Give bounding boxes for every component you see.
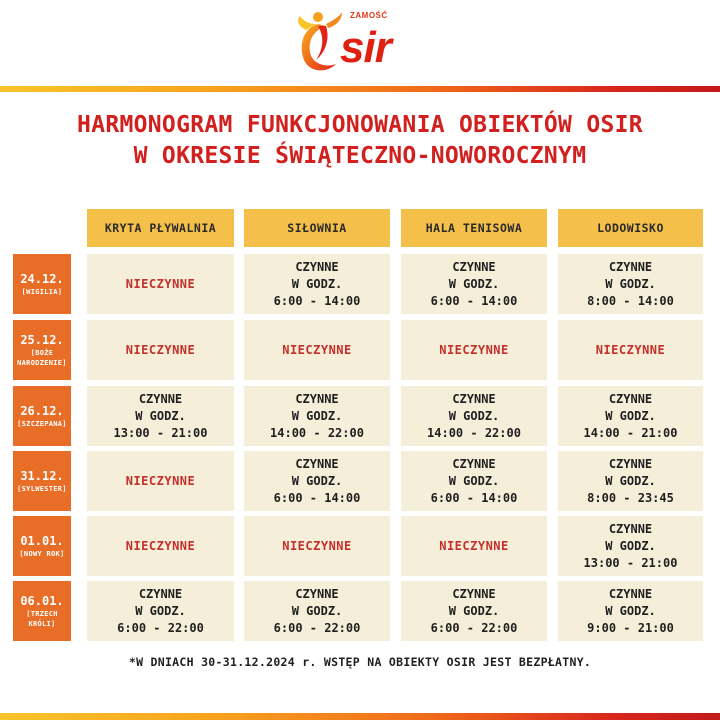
- schedule-cell: [244, 516, 390, 576]
- hours-prefix: W GODZ.: [448, 603, 500, 618]
- closed-label: NIECZYNNE: [282, 539, 352, 553]
- open-hours: [274, 586, 361, 637]
- schedule-cell: [87, 254, 234, 314]
- schedule-cell: [401, 451, 547, 511]
- hours-range: 13:00 - 21:00: [113, 425, 208, 440]
- hours-range: 8:00 - 14:00: [587, 293, 674, 308]
- hours-prefix: W GODZ.: [135, 408, 186, 423]
- hours-prefix: W GODZ.: [135, 603, 186, 618]
- bottom-gradient-stripe: [0, 713, 720, 720]
- schedule-cell: [244, 320, 390, 380]
- row-header-24-12: [13, 254, 71, 314]
- page-title: [0, 110, 720, 172]
- hours-prefix: W GODZ.: [448, 276, 500, 291]
- hours-range: 6:00 - 22:00: [430, 620, 518, 635]
- closed-label: NIECZYNNE: [125, 343, 196, 357]
- closed-label: NIECZYNNE: [439, 343, 509, 357]
- hours-prefix: W GODZ.: [448, 408, 500, 423]
- hours-prefix: W GODZ.: [291, 276, 343, 291]
- schedule-cell: [87, 516, 234, 576]
- hours-prefix: W GODZ.: [291, 473, 343, 488]
- hours-prefix: W GODZ.: [605, 603, 656, 618]
- open-status: CZYNNE: [452, 586, 496, 601]
- closed-label: NIECZYNNE: [595, 343, 666, 357]
- row-date: 31.12.: [20, 468, 64, 483]
- open-hours: [431, 456, 518, 507]
- schedule-cell: [244, 451, 390, 511]
- open-hours: [117, 586, 204, 637]
- schedule-cell: [244, 581, 390, 641]
- title-line-1: HARMONOGRAM FUNKCJONOWANIA OBIEKTÓW OSIR: [77, 112, 643, 138]
- hours-range: 14:00 - 21:00: [583, 425, 678, 440]
- closed-label: NIECZYNNE: [125, 474, 196, 488]
- hours-range: 14:00 - 22:00: [270, 425, 364, 440]
- column-header-silownia: SIŁOWNIA: [244, 209, 390, 247]
- open-hours: [270, 391, 364, 442]
- hours-prefix: W GODZ.: [605, 276, 656, 291]
- schedule-cell: [244, 254, 390, 314]
- row-date: 01.01.: [20, 533, 64, 548]
- closed-label: NIECZYNNE: [125, 539, 196, 553]
- open-hours: [584, 391, 678, 442]
- open-status: CZYNNE: [608, 586, 653, 601]
- open-hours: [427, 391, 521, 442]
- row-header-01-01: [13, 516, 71, 576]
- schedule-cell: [401, 581, 547, 641]
- open-hours: [431, 259, 518, 310]
- row-holiday: [TRZECH: [26, 609, 58, 618]
- hours-range: 6:00 - 14:00: [273, 490, 361, 505]
- top-gradient-stripe: [0, 86, 720, 92]
- schedule-cell: [87, 386, 234, 446]
- open-hours: [274, 456, 361, 507]
- free-entry-footnote: *W DNIACH 30-31.12.2024 r. WSTĘP NA OBIEKTY OSIR JEST BEZPŁATNY.: [128, 655, 592, 669]
- hours-prefix: W GODZ.: [291, 603, 343, 618]
- hours-prefix: W GODZ.: [448, 473, 500, 488]
- schedule-cell: [244, 386, 390, 446]
- open-status: CZYNNE: [295, 391, 339, 406]
- column-header-kryta-plywalnia: KRYTA PŁYWALNIA: [87, 209, 234, 247]
- schedule-cell: [401, 320, 547, 380]
- open-status: CZYNNE: [452, 259, 496, 274]
- hours-range: 6:00 - 14:00: [430, 293, 518, 308]
- column-header-hala-tenisowa: HALA TENISOWA: [401, 209, 547, 247]
- row-header-31-12: [13, 451, 71, 511]
- hours-prefix: W GODZ.: [605, 473, 656, 488]
- row-date: 26.12.: [20, 403, 64, 418]
- schedule-cell: [87, 451, 234, 511]
- row-holiday: [SYLWESTER]: [17, 484, 67, 493]
- row-header-25-12: [13, 320, 71, 380]
- osir-logo: [296, 8, 426, 76]
- open-status: CZYNNE: [608, 521, 653, 536]
- hours-prefix: W GODZ.: [605, 408, 656, 423]
- logo-brand-text: sir: [340, 23, 391, 72]
- closed-label: NIECZYNNE: [125, 277, 196, 291]
- row-holiday: [WIGILIA]: [21, 287, 63, 296]
- schedule-cell: [87, 320, 234, 380]
- column-header-lodowisko: LODOWISKO: [558, 209, 703, 247]
- logo-town-text: ZAMOŚĆ: [350, 11, 388, 20]
- open-status: CZYNNE: [608, 391, 653, 406]
- open-status: CZYNNE: [608, 259, 653, 274]
- schedule-cell: [87, 581, 234, 641]
- open-status: CZYNNE: [295, 259, 339, 274]
- open-status: CZYNNE: [295, 586, 339, 601]
- schedule-cell: [558, 516, 703, 576]
- schedule-cell: [558, 451, 703, 511]
- hours-range: 8:00 - 23:45: [587, 490, 674, 505]
- schedule-cell: [401, 516, 547, 576]
- row-header-26-12: [13, 386, 71, 446]
- hours-range: 6:00 - 14:00: [273, 293, 361, 308]
- row-holiday: [SZCZEPANA]: [17, 419, 67, 428]
- open-status: CZYNNE: [452, 391, 496, 406]
- schedule-cell: [558, 320, 703, 380]
- open-hours: [587, 259, 674, 310]
- open-status: CZYNNE: [452, 456, 496, 471]
- open-hours: [431, 586, 518, 637]
- open-status: CZYNNE: [138, 586, 183, 601]
- row-holiday: [BOŻE: [30, 348, 54, 357]
- closed-label: NIECZYNNE: [282, 343, 352, 357]
- hours-prefix: W GODZ.: [605, 538, 656, 553]
- row-holiday: [NOWY ROK]: [19, 549, 65, 558]
- open-status: CZYNNE: [608, 456, 653, 471]
- hours-range: 9:00 - 21:00: [587, 620, 674, 635]
- hours-prefix: W GODZ.: [291, 408, 343, 423]
- open-hours: [114, 391, 208, 442]
- schedule-cell: [558, 254, 703, 314]
- schedule-cell: [401, 386, 547, 446]
- open-hours: [587, 586, 674, 637]
- row-holiday: NARODZENIE]: [17, 358, 67, 367]
- row-date: 06.01.: [20, 593, 64, 608]
- row-header-06-01: [13, 581, 71, 641]
- hours-range: 6:00 - 22:00: [117, 620, 204, 635]
- schedule-cell: [558, 581, 703, 641]
- open-status: CZYNNE: [295, 456, 339, 471]
- schedule-cell: [401, 254, 547, 314]
- schedule-cell: [558, 386, 703, 446]
- row-holiday: KRÓLI]: [28, 619, 56, 628]
- hours-range: 6:00 - 14:00: [430, 490, 518, 505]
- row-date: 25.12.: [20, 332, 64, 347]
- open-hours: [584, 521, 678, 572]
- hours-range: 6:00 - 22:00: [273, 620, 361, 635]
- hours-range: 13:00 - 21:00: [583, 555, 678, 570]
- row-date: 24.12.: [20, 271, 64, 286]
- closed-label: NIECZYNNE: [439, 539, 509, 553]
- title-line-2: W OKRESIE ŚWIĄTECZNO-NOWOROCZNYM: [133, 143, 587, 169]
- hours-range: 14:00 - 22:00: [427, 425, 521, 440]
- open-status: CZYNNE: [138, 391, 183, 406]
- open-hours: [274, 259, 361, 310]
- open-hours: [587, 456, 674, 507]
